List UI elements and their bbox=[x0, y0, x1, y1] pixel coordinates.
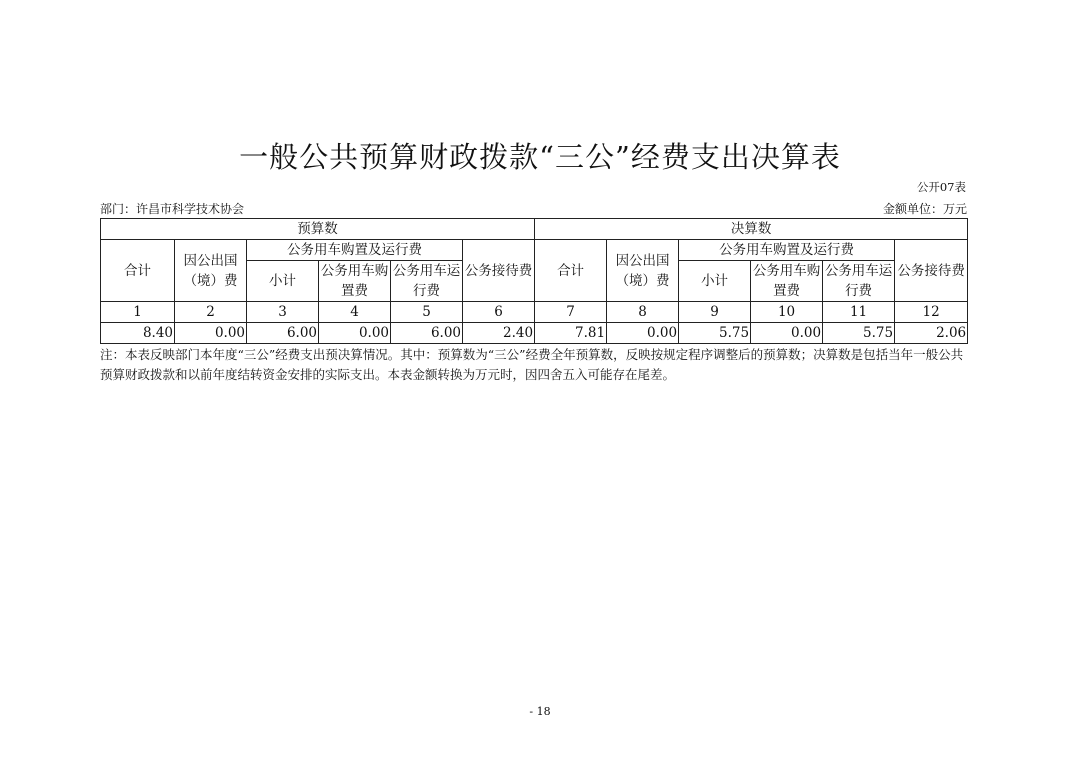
values-row bbox=[101, 323, 968, 344]
value-cell: 6.00 bbox=[247, 323, 319, 344]
index-cell: 1 bbox=[101, 302, 175, 323]
meta-row bbox=[100, 200, 967, 217]
form-number: 公开07表 bbox=[916, 180, 966, 194]
index-cell: 9 bbox=[679, 302, 751, 323]
value-cell: 2.06 bbox=[895, 323, 968, 344]
final-header: 决算数 bbox=[535, 219, 968, 240]
value-cell: 5.75 bbox=[679, 323, 751, 344]
index-cell: 10 bbox=[751, 302, 823, 323]
value-cell: 0.00 bbox=[607, 323, 679, 344]
final-reception-header: 公务接待费 bbox=[895, 240, 968, 302]
index-cell: 6 bbox=[463, 302, 535, 323]
value-cell: 7.81 bbox=[535, 323, 607, 344]
index-cell: 3 bbox=[247, 302, 319, 323]
budget-car-operation-header: 公务用车运行费 bbox=[391, 261, 463, 302]
value-cell: 0.00 bbox=[175, 323, 247, 344]
header-row-2 bbox=[101, 240, 968, 261]
index-cell: 2 bbox=[175, 302, 247, 323]
value-cell: 8.40 bbox=[101, 323, 175, 344]
final-car-operation-header: 公务用车运行费 bbox=[823, 261, 895, 302]
index-cell: 8 bbox=[607, 302, 679, 323]
budget-total-header: 合计 bbox=[101, 240, 175, 302]
three-public-expenses-table bbox=[100, 218, 968, 344]
index-cell: 11 bbox=[823, 302, 895, 323]
department-label: 部门：许昌市科学技术协会 bbox=[100, 202, 245, 216]
index-cell: 5 bbox=[391, 302, 463, 323]
final-total-header: 合计 bbox=[535, 240, 607, 302]
budget-car-group-header: 公务用车购置及运行费 bbox=[247, 240, 463, 261]
budget-header: 预算数 bbox=[101, 219, 535, 240]
index-cell: 7 bbox=[535, 302, 607, 323]
budget-abroad-header: 因公出国（境）费 bbox=[175, 240, 247, 302]
value-cell: 6.00 bbox=[391, 323, 463, 344]
page-title: 一般公共预算财政拨款“三公”经费支出决算表 bbox=[239, 140, 841, 174]
final-car-purchase-header: 公务用车购置费 bbox=[751, 261, 823, 302]
value-cell: 5.75 bbox=[823, 323, 895, 344]
value-cell: 2.40 bbox=[463, 323, 535, 344]
footnote: 注：本表反映部门本年度“三公”经费支出预决算情况。其中：预算数为“三公”经费全年预算数，反映按规定程序调整后的预算数；决算数是包括当年一般公共预算财政拨款和以前年度结转资金安排的实际支出。本表金额转换为万元时，因四舍五入可能存在尾差。 bbox=[100, 347, 964, 382]
unit-label: 金额单位：万元 bbox=[882, 202, 967, 216]
index-cell: 12 bbox=[895, 302, 968, 323]
page-number: - 18 bbox=[529, 705, 551, 718]
header-row-1 bbox=[101, 219, 968, 240]
final-abroad-header: 因公出国（境）费 bbox=[607, 240, 679, 302]
index-cell: 4 bbox=[319, 302, 391, 323]
final-subtotal-header: 小计 bbox=[679, 261, 751, 302]
budget-car-purchase-header: 公务用车购置费 bbox=[319, 261, 391, 302]
final-car-group-header: 公务用车购置及运行费 bbox=[679, 240, 895, 261]
value-cell: 0.00 bbox=[319, 323, 391, 344]
budget-reception-header: 公务接待费 bbox=[463, 240, 535, 302]
index-row bbox=[101, 302, 968, 323]
value-cell: 0.00 bbox=[751, 323, 823, 344]
budget-subtotal-header: 小计 bbox=[247, 261, 319, 302]
